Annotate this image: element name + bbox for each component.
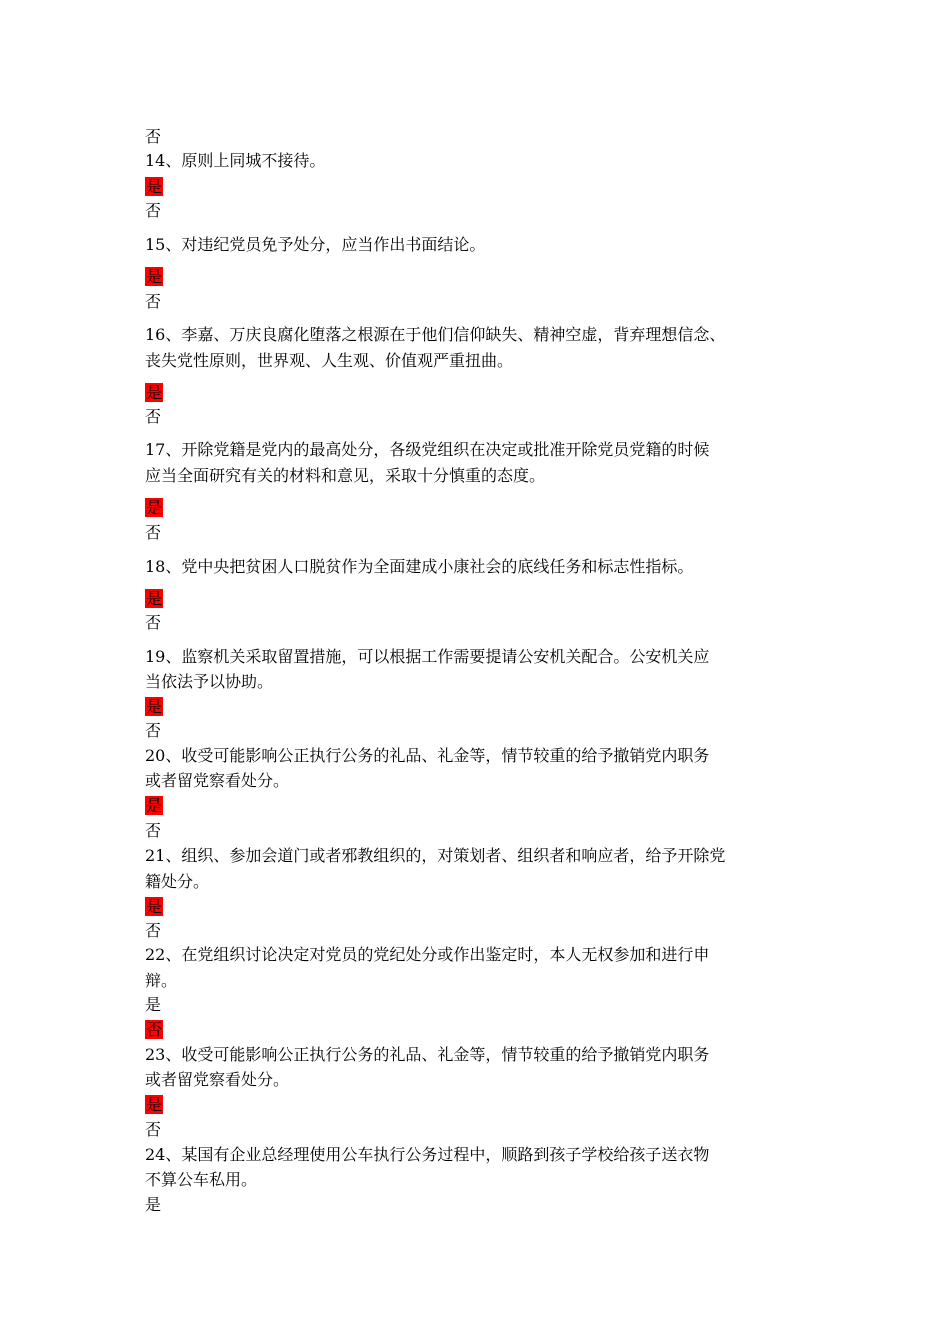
- line-text: 当依法予以协助。: [145, 672, 274, 691]
- line-text: 17、开除党籍是党内的最高处分，各级党组织在决定或批准开除党员党籍的时候: [145, 440, 710, 459]
- answer-option: [145, 1119, 161, 1141]
- answer-option: [145, 176, 163, 198]
- answer-option: [145, 795, 163, 817]
- question-text-continued: [145, 871, 209, 893]
- selected-answer-highlight: 否: [146, 1020, 163, 1039]
- selected-answer-highlight: 是: [146, 589, 163, 608]
- answer-option: [145, 1094, 163, 1116]
- line-text: 应当全面研究有关的材料和意见，采取十分慎重的态度。: [145, 466, 546, 485]
- line-text: 籍处分。: [145, 872, 210, 891]
- answer-label: 否: [145, 721, 162, 740]
- answer-label: 否: [145, 523, 162, 542]
- line-text: 丧失党性原则，世界观、人生观、价值观严重扭曲。: [145, 351, 514, 370]
- selected-answer-highlight: 是: [146, 697, 163, 716]
- answer-label: 否: [145, 201, 162, 220]
- selected-answer-highlight: 是: [146, 177, 163, 196]
- answer-option: [145, 720, 161, 742]
- question-text: [145, 1044, 709, 1066]
- question-text: [145, 556, 693, 578]
- answer-option: [145, 200, 161, 222]
- answer-label: 是: [145, 995, 162, 1014]
- question-text: [145, 944, 709, 966]
- selected-answer-highlight: 是: [146, 267, 163, 286]
- line-text: 21、组织、参加会道门或者邪教组织的，对策划者、组织者和响应者，给予开除党: [145, 846, 726, 865]
- selected-answer-highlight: 是: [146, 796, 163, 815]
- question-text-continued: [145, 350, 513, 372]
- answer-option: [145, 920, 161, 942]
- question-text: [145, 745, 709, 767]
- answer-option: [145, 820, 161, 842]
- answer-label: 是: [145, 1195, 162, 1214]
- line-text: 20、收受可能影响公正执行公务的礼品、礼金等，情节较重的给予撤销党内职务: [145, 746, 710, 765]
- question-text-continued: [145, 770, 289, 792]
- question-text-continued: [145, 671, 273, 693]
- answer-option: [145, 291, 161, 313]
- answer-option: [145, 994, 161, 1016]
- line-text: 15、对违纪党员免予处分，应当作出书面结论。: [145, 235, 486, 254]
- question-text-continued: [145, 1069, 289, 1091]
- answer-option: [145, 382, 163, 404]
- answer-option: [145, 522, 161, 544]
- line-text: 或者留党察看处分。: [145, 1070, 290, 1089]
- question-text: [145, 234, 485, 256]
- answer-option: [145, 266, 163, 288]
- answer-label: 否: [145, 292, 162, 311]
- answer-option: [145, 406, 161, 428]
- line-text: 16、李嘉、万庆良腐化堕落之根源在于他们信仰缺失、精神空虚，背弃理想信念、: [145, 325, 726, 344]
- question-text: [145, 324, 725, 346]
- question-text: [145, 439, 709, 461]
- line-text: 23、收受可能影响公正执行公务的礼品、礼金等，情节较重的给予撤销党内职务: [145, 1045, 710, 1064]
- answer-label: 否: [145, 1120, 162, 1139]
- answer-option: [145, 588, 163, 610]
- answer-option: [145, 696, 163, 718]
- line-text: 14、原则上同城不接待。: [145, 151, 326, 170]
- answer-label: 否: [145, 613, 162, 632]
- answer-label: 否: [145, 407, 162, 426]
- answer-label: 否: [145, 127, 162, 146]
- line-text: 22、在党组织讨论决定对党员的党纪处分或作出鉴定时，本人无权参加和进行申: [145, 945, 710, 964]
- question-text: [145, 1144, 709, 1166]
- answer-option: [145, 1019, 163, 1041]
- line-text: 18、党中央把贫困人口脱贫作为全面建成小康社会的底线任务和标志性指标。: [145, 557, 694, 576]
- answer-option: [145, 612, 161, 634]
- selected-answer-highlight: 是: [146, 897, 163, 916]
- line-text: 或者留党察看处分。: [145, 771, 290, 790]
- answer-option: [145, 497, 163, 519]
- question-text: [145, 845, 725, 867]
- answer-option: [145, 896, 163, 918]
- answer-option: [145, 126, 161, 148]
- selected-answer-highlight: 是: [146, 498, 163, 517]
- line-text: 24、某国有企业总经理使用公车执行公务过程中，顺路到孩子学校给孩子送衣物: [145, 1145, 710, 1164]
- line-text: 19、监察机关采取留置措施，可以根据工作需要提请公安机关配合。公安机关应: [145, 647, 710, 666]
- selected-answer-highlight: 是: [146, 1095, 163, 1114]
- question-text: [145, 150, 325, 172]
- line-text: 不算公车私用。: [145, 1170, 258, 1189]
- question-text-continued: [145, 1169, 257, 1191]
- question-text-continued: [145, 465, 545, 487]
- question-text-continued: [145, 970, 177, 992]
- answer-option: [145, 1194, 161, 1216]
- answer-label: 否: [145, 921, 162, 940]
- question-text: [145, 646, 709, 668]
- line-text: 辩。: [145, 971, 178, 990]
- selected-answer-highlight: 是: [146, 383, 163, 402]
- answer-label: 否: [145, 821, 162, 840]
